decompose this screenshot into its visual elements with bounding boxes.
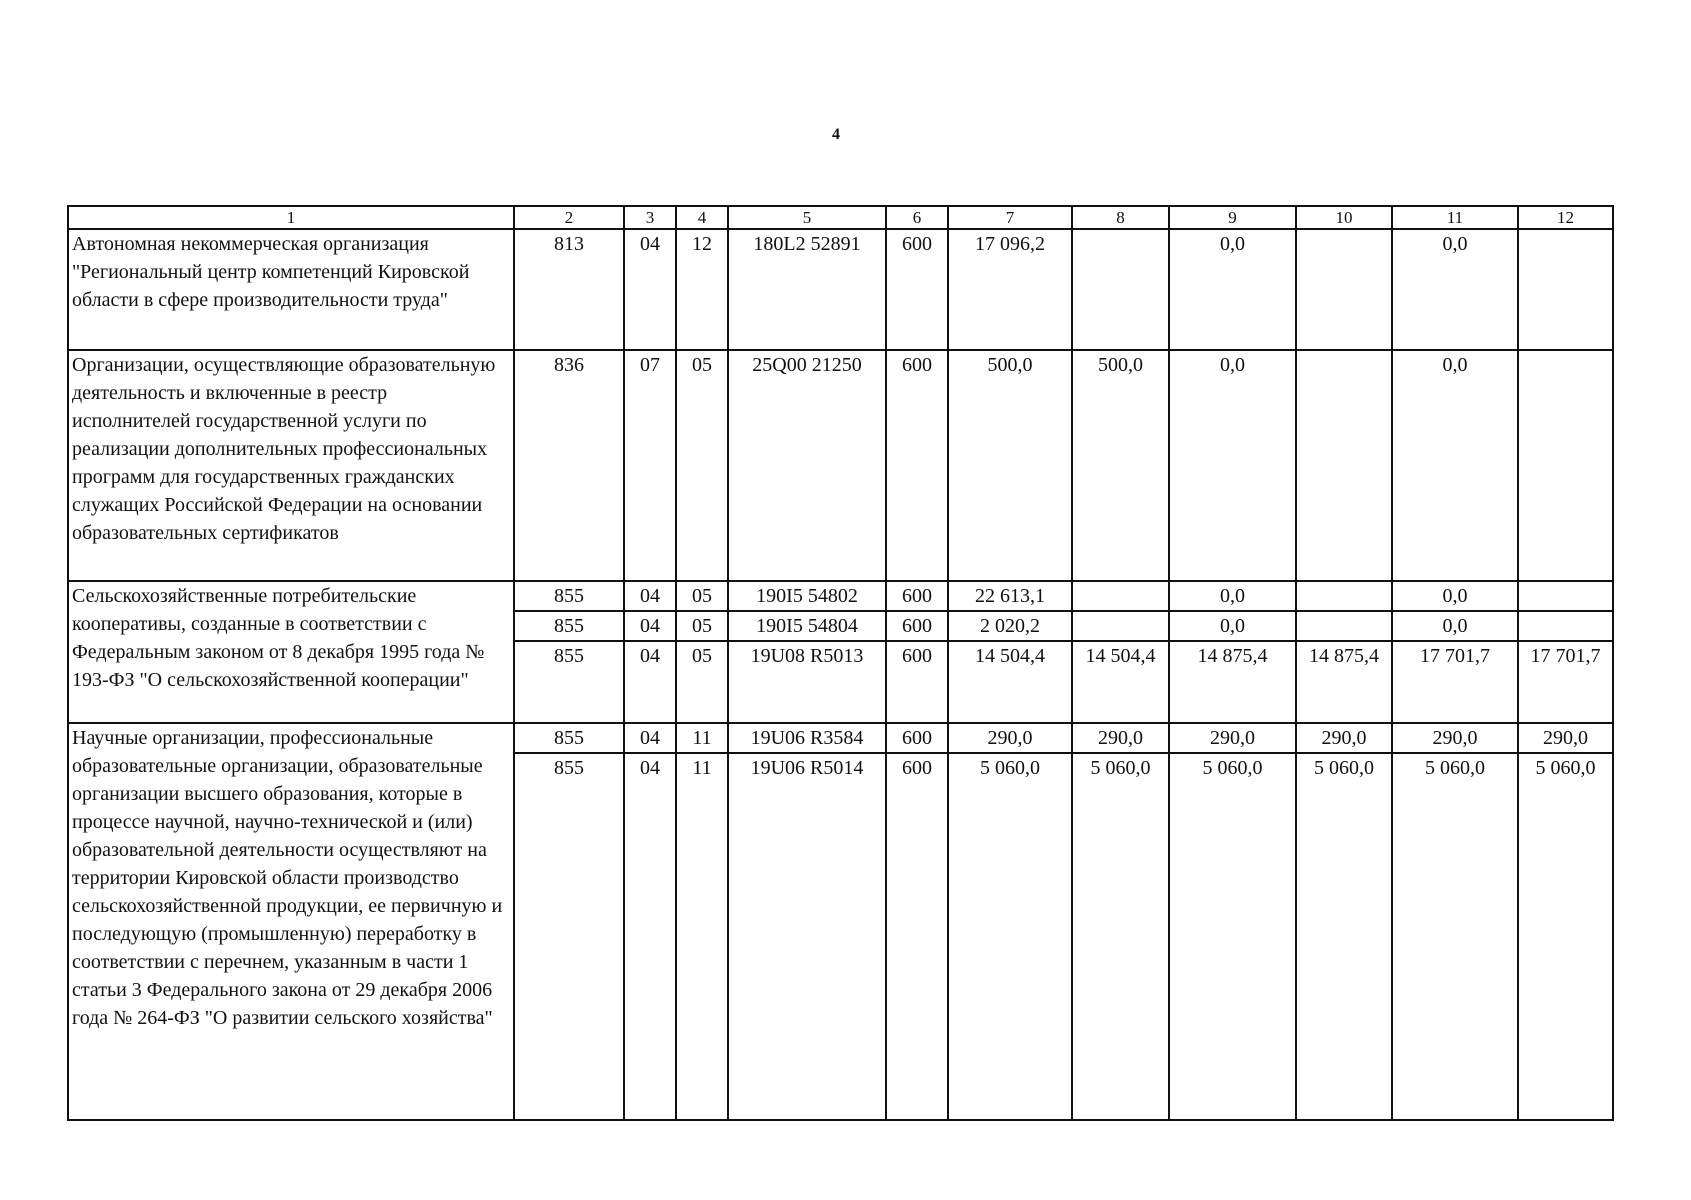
table-cell: 0,0 <box>1392 229 1518 350</box>
table-cell: 180L2 52891 <box>728 229 886 350</box>
table-cell: 0,0 <box>1392 581 1518 611</box>
table-cell: 04 <box>624 611 676 641</box>
organization-cell: Организации, осуществляющие образовательную деятельность и включенные в реестр исполнителей государственной услуги по реализации дополнительных профессиональных программ для государственных гражданских служащих Российской Федерации на основании образовательных сертификатов <box>68 350 514 581</box>
table-cell: 14 875,4 <box>1169 641 1296 723</box>
table-cell: 5 060,0 <box>1072 753 1169 1120</box>
table-row <box>68 229 1613 350</box>
table-cell: 17 701,7 <box>1392 641 1518 723</box>
page-number: 4 <box>832 126 840 143</box>
table-cell: 855 <box>514 611 624 641</box>
table-cell: 05 <box>676 350 728 581</box>
table-cell <box>1296 229 1392 350</box>
organization-cell: Научные организации, профессиональные образовательные организации, образовательные организации высшего образования, которые в процессе научной, научно-технической и (или) образовательной деятельности осуществляют на территории Кировской области производство сельскохозяйственной продукции, ее первичную и последующую (промышленную) переработку в соответствии с перечнем, указанным в части 1 статьи 3 Федерального закона от 29 декабря 2006 года № 264-ФЗ "О развитии сельского хозяйства" <box>68 723 514 1120</box>
table-cell: 600 <box>886 350 948 581</box>
column-header: 3 <box>624 206 676 229</box>
table-cell: 05 <box>676 641 728 723</box>
column-header: 12 <box>1518 206 1613 229</box>
column-header: 9 <box>1169 206 1296 229</box>
table-cell: 0,0 <box>1392 350 1518 581</box>
table-cell: 600 <box>886 753 948 1120</box>
column-header: 7 <box>948 206 1072 229</box>
table-cell <box>1072 581 1169 611</box>
table-cell: 22 613,1 <box>948 581 1072 611</box>
table-cell <box>1518 611 1613 641</box>
table-cell: 0,0 <box>1169 581 1296 611</box>
table-cell: 04 <box>624 581 676 611</box>
table-cell <box>1518 350 1613 581</box>
table-cell: 17 096,2 <box>948 229 1072 350</box>
column-header: 11 <box>1392 206 1518 229</box>
table-cell: 14 504,4 <box>1072 641 1169 723</box>
column-header: 1 <box>68 206 514 229</box>
table-cell: 600 <box>886 641 948 723</box>
table-cell <box>1296 611 1392 641</box>
table-cell: 0,0 <box>1169 350 1296 581</box>
column-header: 6 <box>886 206 948 229</box>
table-cell: 5 060,0 <box>1392 753 1518 1120</box>
table-cell: 855 <box>514 723 624 753</box>
table-cell <box>1072 611 1169 641</box>
table-cell <box>1296 350 1392 581</box>
table-cell: 855 <box>514 753 624 1120</box>
table-cell: 813 <box>514 229 624 350</box>
table-cell: 500,0 <box>1072 350 1169 581</box>
table-cell: 290,0 <box>1169 723 1296 753</box>
column-header: 8 <box>1072 206 1169 229</box>
table-row <box>68 723 1613 753</box>
table-cell: 500,0 <box>948 350 1072 581</box>
table-cell: 0,0 <box>1169 611 1296 641</box>
table-row <box>68 581 1613 611</box>
table-cell: 07 <box>624 350 676 581</box>
budget-table <box>67 205 1614 1121</box>
table-cell: 600 <box>886 229 948 350</box>
table-cell: 855 <box>514 581 624 611</box>
column-header: 2 <box>514 206 624 229</box>
table-cell: 5 060,0 <box>1296 753 1392 1120</box>
table-cell: 2 020,2 <box>948 611 1072 641</box>
table-cell: 0,0 <box>1392 611 1518 641</box>
table-cell: 05 <box>676 581 728 611</box>
table-cell: 290,0 <box>1518 723 1613 753</box>
table-cell: 600 <box>886 611 948 641</box>
table-cell <box>1518 229 1613 350</box>
column-header: 10 <box>1296 206 1392 229</box>
table-cell: 5 060,0 <box>1169 753 1296 1120</box>
table-cell: 290,0 <box>1296 723 1392 753</box>
column-header: 5 <box>728 206 886 229</box>
table-cell: 290,0 <box>1392 723 1518 753</box>
table-cell: 190I5 54802 <box>728 581 886 611</box>
table-cell: 5 060,0 <box>948 753 1072 1120</box>
table-cell: 17 701,7 <box>1518 641 1613 723</box>
table-cell: 11 <box>676 723 728 753</box>
column-header: 4 <box>676 206 728 229</box>
table-cell: 19U08 R5013 <box>728 641 886 723</box>
table-cell <box>1518 581 1613 611</box>
table-cell: 19U06 R5014 <box>728 753 886 1120</box>
table-cell: 190I5 54804 <box>728 611 886 641</box>
header-row <box>68 206 1613 229</box>
table-cell: 0,0 <box>1169 229 1296 350</box>
table-cell <box>1296 581 1392 611</box>
table-cell: 14 875,4 <box>1296 641 1392 723</box>
table-cell: 19U06 R3584 <box>728 723 886 753</box>
table-cell: 05 <box>676 611 728 641</box>
table-cell: 600 <box>886 723 948 753</box>
table-cell: 290,0 <box>948 723 1072 753</box>
table-cell: 855 <box>514 641 624 723</box>
table-cell: 600 <box>886 581 948 611</box>
table-cell <box>1072 229 1169 350</box>
table-cell: 14 504,4 <box>948 641 1072 723</box>
table-cell: 25Q00 21250 <box>728 350 886 581</box>
table-cell: 04 <box>624 229 676 350</box>
table-cell: 290,0 <box>1072 723 1169 753</box>
table-cell: 04 <box>624 753 676 1120</box>
table-row <box>68 350 1613 581</box>
table-cell: 11 <box>676 753 728 1120</box>
table-cell: 836 <box>514 350 624 581</box>
table-cell: 12 <box>676 229 728 350</box>
table-cell: 04 <box>624 641 676 723</box>
organization-cell: Сельскохозяйственные потребительские кооперативы, созданные в соответствии с Федеральным законом от 8 декабря 1995 года № 193-ФЗ "О сельскохозяйственной кооперации" <box>68 581 514 723</box>
table-cell: 5 060,0 <box>1518 753 1613 1120</box>
organization-cell: Автономная некоммерческая организация "Региональный центр компетенций Кировской области в сфере производительности труда" <box>68 229 514 350</box>
table-cell: 04 <box>624 723 676 753</box>
